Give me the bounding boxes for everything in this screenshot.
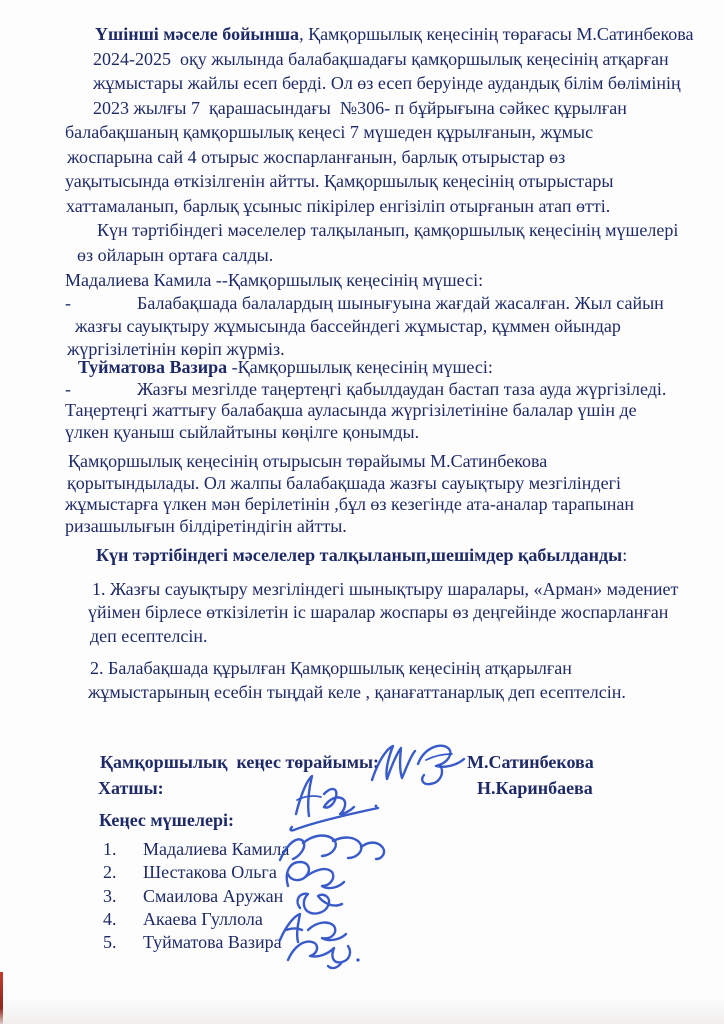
- text-line: жоспарына сай 4 отырыс жоспарланғанын, барлық отырыстар өз: [67, 146, 566, 167]
- signature-block: [65, 748, 705, 1008]
- paragraph-discussion: [65, 218, 705, 267]
- text-line: Таңертеңгі жаттығу балабақша ауласында жүргізілетініне балалар үшін де: [65, 400, 637, 420]
- member-number: 2.: [103, 862, 117, 883]
- text-line: жұмыстарының есебін тыңдай келе , қанағаттанарлық деп есептелсін.: [88, 681, 626, 702]
- member-row: [65, 861, 385, 884]
- text-line: 2024-2025 оқу жылында балабақшадағы қамқоршылық кеңесінің атқарған: [93, 48, 669, 69]
- council-members-list: [65, 838, 385, 954]
- decisions-heading: [65, 544, 705, 568]
- text-line: 1. Жазғы сауықтыру мезгіліндегі шынықтыру шаралары, «Арман» мәдениет: [92, 578, 679, 599]
- text-line: жазғы сауықтыру жұмысында бассейндегі жұмыстар, құммен ойындар: [75, 316, 621, 336]
- text-line: үйімен бірлесе өткізілетін іс шаралар жоспары өз деңгейінде жоспарланған: [88, 602, 669, 622]
- members-label: Кеңес мүшелері:: [99, 810, 234, 830]
- bottom-edge-smudge: [0, 998, 724, 1024]
- member-row: [65, 931, 385, 954]
- text-line: уақытысында өткізілгенін айтты. Қамқоршылық кеңесінің отырыстары: [65, 171, 614, 191]
- text-line: 2023 жылғы 7 қарашасындағы №306- п бұйрығына сәйкес құрылған: [93, 97, 627, 118]
- member-name: Акаева Гуллола: [143, 908, 263, 929]
- bullet-dash: -: [65, 293, 71, 313]
- text-line: [95, 22, 705, 47]
- paragraph-chair-summary: [65, 451, 705, 537]
- member-number: 3.: [103, 885, 117, 906]
- paragraph-report-intro: [65, 22, 705, 218]
- bullet-line: [65, 379, 705, 401]
- text-line: жұмыстарға үлкен мән берілетінін ,бұл өз кезегінде ата-аналар тарапынан: [65, 494, 634, 514]
- member-name: Туйматова Вазира: [143, 932, 282, 953]
- member-name: Шестакова Ольга: [143, 862, 277, 883]
- text-line: үлкен қуаныш сыйлайтыны көңілге қонымды.: [65, 421, 420, 442]
- text-line: қорытындылады. Ол жалпы балабақшада жазғы сауықтыру мезгіліндегі: [67, 472, 621, 493]
- member-number: 4.: [103, 908, 117, 929]
- text-line: деп есептелсін.: [90, 625, 208, 646]
- bold-speaker-name: Туйматова Вазира: [78, 357, 228, 377]
- bold-heading-text: Күн тәртібіндегі мәселелер талқыланып,шешімдер қабылданды: [96, 545, 623, 565]
- secretary-label: Хатшы:: [98, 778, 164, 798]
- text-line: Күн тәртібіндегі мәселелер талқыланып, қамқоршылық кеңесінің мүшелері: [97, 220, 679, 240]
- speaker-line: Мадалиева Камила --Қамқоршылық кеңесінің мүшесі:: [65, 270, 484, 290]
- chair-name: М.Сатинбекова: [467, 752, 594, 772]
- bullet-dash: -: [65, 378, 71, 399]
- text-line: балабақшаның қамқоршылық кеңесі 7 мүшеден құрылғанын, жұмыс: [65, 122, 594, 142]
- member-row: [65, 908, 385, 931]
- text-line: 2. Балабақшада құрылған Қамқоршылық кеңесінің атқарылған: [90, 658, 572, 678]
- heading-line: [96, 544, 705, 568]
- member-row: [65, 838, 385, 861]
- member-number: 5.: [103, 932, 117, 953]
- text-run: :: [622, 545, 628, 565]
- member-row: [65, 885, 385, 908]
- member-name: Мадалиева Камила: [143, 839, 290, 859]
- member-number: 1.: [103, 839, 117, 859]
- text-run: Жазғы мезгілде таңертеңгі қабылдаудан бастап таза ауда жүргізіледі.: [137, 378, 667, 399]
- text-run: Балабақшада балалардың шынығуына жағдай жасалған. Жыл сайын: [137, 293, 664, 313]
- speaker-line: [78, 357, 705, 379]
- chair-label: Қамқоршылық кеңес төрайымы:: [100, 752, 380, 772]
- statement-tuimatova: [65, 357, 705, 443]
- text-line: ризашылығын білдіретіндігін айтты.: [65, 515, 347, 536]
- decision-item-2: [65, 657, 705, 704]
- text-run: , Қамқоршылық кеңесінің төрағасы М.Сатинбекова: [299, 24, 694, 44]
- secretary-name: Н.Каринбаева: [477, 778, 593, 798]
- text-run: -Қамқоршылық кеңесінің мүшесі:: [227, 357, 493, 377]
- decision-item-1: [65, 578, 705, 649]
- bullet-line: [65, 292, 705, 315]
- text-line: хаттамаланып, барлық ұсыныс пікірілер енгізіліп отырғанын атап өтті.: [66, 195, 611, 216]
- statement-madalieva: [65, 269, 705, 361]
- bold-lead: Үшінші мәселе бойынша: [95, 24, 300, 44]
- text-line: жұмыстары жайлы есеп берді. Ол өз есеп беруінде аудандық білім бөлімінің: [93, 73, 681, 93]
- member-name: Смаилова Аружан: [143, 885, 284, 906]
- document-body: [65, 22, 705, 704]
- text-line: Қамқоршылық кеңесінің отырысын төрайымы М.Сатинбекова: [68, 451, 548, 471]
- text-line: өз ойларын ортаға салды.: [77, 244, 274, 265]
- text-line: жүргізілетінін көріп жүрміз.: [67, 339, 285, 359]
